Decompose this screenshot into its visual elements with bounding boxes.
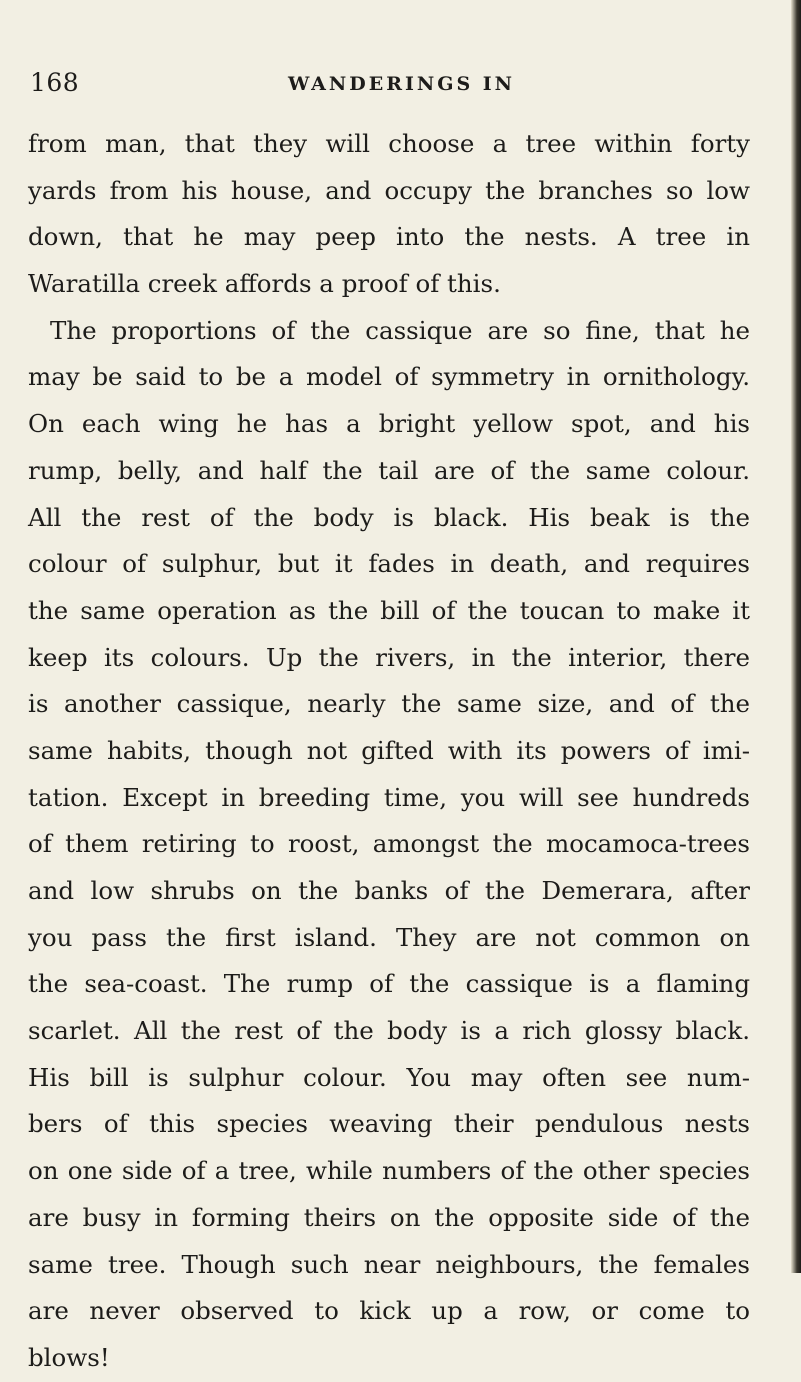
text-line: The proportions of the cassique are so fine, that he (50, 315, 750, 345)
text-line: down, that he may peep into the nests. A tree in (28, 222, 750, 252)
running-head: WANDERINGS IN (288, 73, 516, 95)
text-line: blows! (28, 1342, 110, 1372)
page-header (30, 68, 770, 108)
text-line: from man, that they will choose a tree within forty (28, 129, 750, 158)
text-line: His bill is sulphur colour. You may often see num- (28, 1062, 750, 1092)
text-line: of them retiring to roost, amongst the mocamoca-trees (28, 829, 750, 859)
page-number: 168 (30, 68, 80, 97)
text-line: keep its colours. Up the rivers, in the interior, there (28, 642, 750, 672)
text-line: and low shrubs on the banks of the Demerara, after (28, 876, 750, 905)
text-line: may be said to be a model of symmetry in ornithology. (28, 362, 750, 392)
text-line: are busy in forming theirs on the opposite side of the (28, 1202, 750, 1232)
body-text (28, 121, 750, 1382)
text-line: Waratilla creek affords a proof of this. (28, 269, 501, 299)
text-line: All the rest of the body is black. His beak is the (28, 502, 750, 532)
text-line: you pass the first island. They are not common on (28, 922, 750, 952)
text-line: scarlet. All the rest of the body is a rich glossy black. (28, 1016, 750, 1046)
text-line: yards from his house, and occupy the branches so low (28, 175, 750, 205)
text-line: bers of this species weaving their pendulous nests (28, 1109, 750, 1139)
text-line: is another cassique, nearly the same size, and of the (28, 689, 750, 719)
text-line: rump, belly, and half the tail are of the same colour. (28, 455, 750, 485)
text-line: the same operation as the bill of the toucan to make it (28, 595, 750, 625)
text-line: the sea-coast. The rump of the cassique is a flaming (28, 969, 750, 999)
page-edge-shadow (791, 0, 801, 1273)
text-line: are never observed to kick up a row, or come to (28, 1296, 750, 1326)
text-line: same tree. Though such near neighbours, the females (28, 1249, 750, 1279)
text-line: on one side of a tree, while numbers of the other species (28, 1156, 750, 1186)
text-line: tation. Except in breeding time, you will see hundreds (28, 782, 750, 812)
text-line: colour of sulphur, but it fades in death, and requires (28, 549, 750, 579)
text-line: same habits, though not gifted with its powers of imi- (28, 735, 750, 765)
text-line: On each wing he has a bright yellow spot, and his (28, 409, 750, 439)
